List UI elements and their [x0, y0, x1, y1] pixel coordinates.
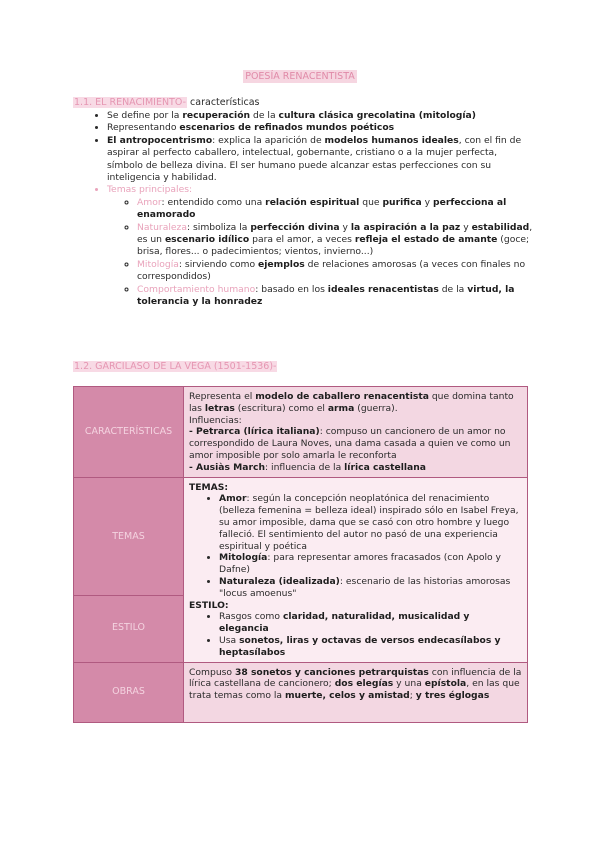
bullet-item: • Se define por la recuperación de la cultura clásica grecolatina (mitología)	[107, 110, 533, 122]
garcilaso-table	[73, 386, 528, 723]
tema-item: ◦ Comportamiento humano: basado en los ideales renacentistas de la virtud, la tolerancia y la honradez	[137, 284, 533, 309]
bullet-item: • Representando escenarios de refinados mundos poéticos	[107, 122, 533, 134]
tema-item: ◦ Mitología: sirviendo como ejemplos de relaciones amorosas (a veces con finales no correspondidos)	[137, 259, 533, 284]
row-content-caracteristicas: Representa el modelo de caballero renacentista que domina tanto las letras (escritura) como el arma (guerra). Influencias: - Petrarca (lírica italiana): compuso un cancionero de un amor no correspondido de Laura Noves, una dama casada a quien ve como un amor imposible por solo amarla le reconforta - Ausiàs March: influencia de la lírica castellana	[184, 387, 528, 478]
row-content-temas-estilo: TEMAS: • Amor: según la concepción neoplatónica del renacimiento (belleza femenina = belleza ideal) inspirado sólo en Isabel Freya, su amor imposible, dama que se casó con otro hombre y luego falleció. El sentimiento del autor no pasó de una experiencia espiritual y poética • Mitología: para representar amores fracasados (con Apolo y Dafne) • Naturaleza (idealizada): escenario de las historias amorosas "locus amoenus" ESTILO: • Rasgos como claridad, naturalidad, musicalidad y elegancia • Usa sonetos, liras y octavas de versos endecasílabos y heptasílabos	[184, 477, 528, 662]
row-label-temas: TEMAS	[74, 479, 183, 596]
tema-item: • Amor: según la concepción neoplatónica del renacimiento (belleza femenina = belleza ideal) inspirado sólo en Isabel Freya, su amor imposible, dama que se casó con otro hombre y luego falleció. El sentimiento del autor no pasó de una experiencia espiritual y poética	[219, 493, 522, 552]
row-label-estilo: ESTILO	[111, 622, 146, 634]
row-label-obras: OBRAS	[74, 662, 184, 722]
bullet-item: • Temas principales: ◦ Amor: entendido como una relación espiritual que purifica y perfecciona al enamorado ◦ Naturaleza: simboliza la perfección divina y la aspiración a la paz y estabilidad, es un escenario idílico para el amor, a veces refleja el estado de amante (goce; brisa, flores... o padecimientos; vientos, invierno...) ◦ Mitología: sirviendo como ejemplos de relaciones amorosas (a veces con finales no correspondidos) ◦ Comportamiento humano: basado en los ideales renacentistas de la virtud, la tolerancia y la honradez	[107, 184, 533, 308]
row-label-temas-estilo	[74, 477, 184, 662]
estilo-item: • Rasgos como claridad, naturalidad, musicalidad y elegancia	[219, 611, 522, 635]
row-content-obras: Compuso 38 sonetos y canciones petrarquistas con influencia de la lírica castellana de cancionero; dos elegías y una epístola, en las que trata temas como la muerte, celos y amistad; y tres églogas	[184, 662, 528, 722]
bullet-item: • El antropocentrismo: explica la aparición de modelos humanos ideales, con el fin de aspirar al perfecto caballero, intelectual, gobernante, cristiano o a la mujer perfecta, símbolo de belleza divina. El ser humano puede alcanzar estas perfecciones con su inteligencia y habilidad.	[107, 135, 533, 185]
section-2-heading: 1.2. GARCILASO DE LA VEGA (1501-1536)-	[74, 361, 277, 372]
tema-item: • Naturaleza (idealizada): escenario de las historias amorosas "locus amoenus"	[219, 576, 522, 600]
section-1-heading: 1.1. EL RENACIMIENTO- características	[74, 97, 260, 108]
row-label-caracteristicas: CARACTERÍSTICAS	[74, 387, 184, 478]
page-title: POESÍA RENACENTISTA	[245, 71, 355, 82]
tema-item: ◦ Naturaleza: simboliza la perfección divina y la aspiración a la paz y estabilidad, es un escenario idílico para el amor, a veces refleja el estado de amante (goce; brisa, flores... o padecimientos; vientos, invierno...)	[137, 222, 533, 259]
section-1-body	[73, 110, 533, 309]
estilo-item: • Usa sonetos, liras y octavas de versos endecasílabos y heptasílabos	[219, 635, 522, 659]
tema-item: ◦ Amor: entendido como una relación espiritual que purifica y perfecciona al enamorado	[137, 197, 533, 222]
tema-item: • Mitología: para representar amores fracasados (con Apolo y Dafne)	[219, 552, 522, 576]
